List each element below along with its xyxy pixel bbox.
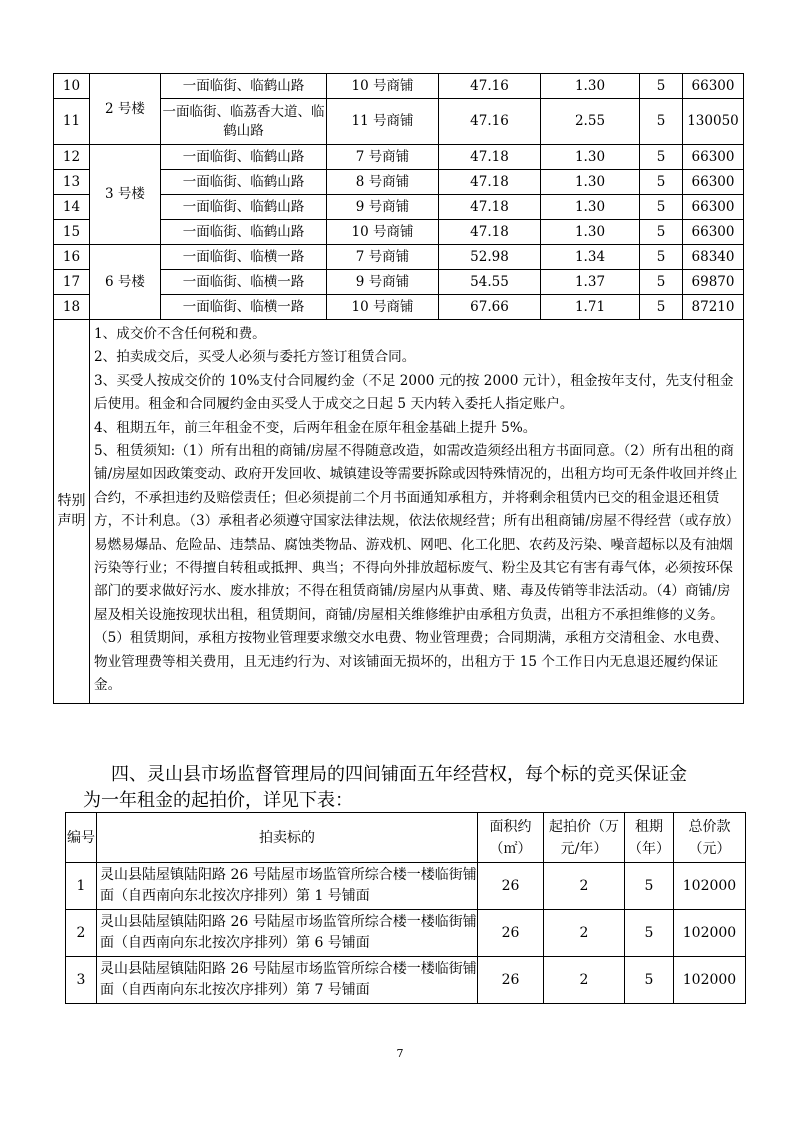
item-number: 1 — [66, 863, 97, 910]
rent: 1.30 — [541, 195, 640, 220]
frontage: 一面临街、临鹤山路 — [161, 220, 327, 245]
area: 47.16 — [439, 99, 541, 145]
notes-label — [54, 320, 90, 704]
frontage: 一面临街、临横一路 — [161, 270, 327, 295]
item-number: 2 — [66, 910, 97, 957]
row-number: 13 — [54, 170, 90, 195]
note-item: 2、拍卖成交后，买受人必须与委托方签订租赁合同。 — [94, 349, 416, 366]
frontage: 一面临街、临横一路 — [161, 245, 327, 270]
section-heading — [83, 762, 763, 814]
lease-term: 5 — [625, 910, 674, 957]
total-price: 66300 — [683, 195, 744, 220]
area: 26 — [478, 957, 544, 1004]
header-no: 编号 — [66, 813, 97, 863]
shop-number: 9 号商铺 — [327, 270, 439, 295]
area: 47.18 — [439, 170, 541, 195]
note-item: 1、成交价不含任何税和费。 — [94, 326, 266, 342]
total-price: 66300 — [683, 220, 744, 245]
frontage: 一面临街、临横一路 — [161, 295, 327, 320]
lease-table — [53, 73, 744, 704]
section-heading-line2: 为一年租金的起拍价，详见下表： — [83, 790, 353, 811]
header-area: 面积约（㎡） — [478, 813, 544, 863]
row-number: 15 — [54, 220, 90, 245]
area: 54.55 — [439, 270, 541, 295]
building-name: 3 号楼 — [90, 145, 161, 245]
lease-years: 5 — [640, 270, 683, 295]
total-price: 68340 — [683, 245, 744, 270]
shop-number: 10 号商铺 — [327, 295, 439, 320]
starting-price: 2 — [544, 910, 625, 957]
row-number: 18 — [54, 295, 90, 320]
area: 52.98 — [439, 245, 541, 270]
starting-price: 2 — [544, 863, 625, 910]
note-item: 4、租期五年，前三年租金不变，后两年租金在原年租金基础上提升 5%。 — [94, 419, 537, 436]
lease-years: 5 — [640, 195, 683, 220]
rent: 1.37 — [541, 270, 640, 295]
frontage: 一面临街、临鹤山路 — [161, 145, 327, 170]
shop-number: 11 号商铺 — [327, 99, 439, 145]
header-term: 租期（年） — [625, 813, 674, 863]
building-name: 2 号楼 — [90, 74, 161, 145]
frontage: 一面临街、临鹤山路 — [161, 74, 327, 99]
shop-number: 7 号商铺 — [327, 145, 439, 170]
lease-years: 5 — [640, 145, 683, 170]
auction-item: 灵山县陆屋镇陆阳路 26 号陆屋市场监管所综合楼一楼临街铺面（自西南向东北按次序排列）第 1 号铺面 — [97, 863, 478, 910]
lease-years: 5 — [640, 74, 683, 99]
shop-number: 9 号商铺 — [327, 195, 439, 220]
total-price: 66300 — [683, 170, 744, 195]
frontage: 一面临街、临鹤山路 — [161, 195, 327, 220]
header-price: 起拍价（万元/年） — [544, 813, 625, 863]
row-number: 10 — [54, 74, 90, 99]
total-price: 102000 — [674, 863, 746, 910]
table-row — [66, 910, 746, 957]
row-number: 17 — [54, 270, 90, 295]
note-item: 5、租赁须知:（1）所有出租的商铺/房屋不得随意改造，如需改造须经出租方书面同意。（2）所有出租的商铺/房屋如因政策变动、政府开发回收、城镇建设等需要拆除或因特殊情况的，出租方均可无条件收回并终止合约，不承担违约及赔偿责任；但必须提前二个月书面通知承租方，并将剩余租赁内已交的租金退还租赁方，不计利息。（3）承租者必须遵守国家法律法规，依法依规经营；所有出租商铺/房屋不得经营（或存放）易燃易爆品、危险品、违禁品、腐蚀类物品、游戏机、网吧、化工化肥、农药及污染、噪音超标以及有油烟污染等行业；不得擅自转租或抵押、典当；不得向外排放超标废气、粉尘及其它有害有毒气体，必须按环保部门的要求做好污水、废水排放；不得在租赁商铺/房屋内从事黄、赌、毒及传销等非法活动。（4）商铺/房屋及相关设施按现状出租，租赁期间，商铺/房屋相关维修维护由承租方负责，出租方不承担维修的义务。（5）租赁期间，承租方按物业管理要求缴交水电费、物业管理费；合同期满，承租方交清租金、水电费、物业管理费等相关费用，且无违约行为、对该铺面无损坏的，出租方于 15 个工作日内无息退还履约保证金。 — [94, 443, 738, 694]
lease-years: 5 — [640, 245, 683, 270]
starting-price: 2 — [544, 957, 625, 1004]
area: 47.18 — [439, 220, 541, 245]
total-price: 69870 — [683, 270, 744, 295]
shop-number: 10 号商铺 — [327, 74, 439, 99]
rent: 1.71 — [541, 295, 640, 320]
page-number: 7 — [396, 1047, 404, 1060]
area: 47.18 — [439, 145, 541, 170]
row-number: 12 — [54, 145, 90, 170]
notes-body — [90, 320, 744, 704]
lease-term: 5 — [625, 957, 674, 1004]
item-number: 3 — [66, 957, 97, 1004]
rent: 1.30 — [541, 145, 640, 170]
header-item: 拍卖标的 — [97, 813, 478, 863]
shop-number: 7 号商铺 — [327, 245, 439, 270]
area: 26 — [478, 863, 544, 910]
total-price: 102000 — [674, 910, 746, 957]
rent: 2.55 — [541, 99, 640, 145]
header-total: 总价款（元） — [674, 813, 746, 863]
auction-table — [65, 812, 746, 1004]
row-number: 14 — [54, 195, 90, 220]
rent: 1.30 — [541, 74, 640, 99]
area: 47.18 — [439, 195, 541, 220]
total-price: 130050 — [683, 99, 744, 145]
lease-years: 5 — [640, 220, 683, 245]
total-price: 102000 — [674, 957, 746, 1004]
table-row — [66, 957, 746, 1004]
total-price: 66300 — [683, 145, 744, 170]
table-row — [54, 145, 744, 170]
row-number: 11 — [54, 99, 90, 145]
shop-number: 10 号商铺 — [327, 220, 439, 245]
table-row — [54, 74, 744, 99]
section-heading-line1: 四、灵山县市场监督管理局的四间铺面五年经营权，每个标的竞买保证金 — [111, 764, 687, 785]
area: 47.16 — [439, 74, 541, 99]
lease-years: 5 — [640, 295, 683, 320]
lease-years: 5 — [640, 99, 683, 145]
shop-number: 8 号商铺 — [327, 170, 439, 195]
frontage: 一面临街、临荔香大道、临鹤山路 — [161, 99, 327, 145]
total-price: 66300 — [683, 74, 744, 99]
notes-label-text: 特别声明 — [57, 493, 86, 530]
building-name: 6 号楼 — [90, 245, 161, 320]
rent: 1.34 — [541, 245, 640, 270]
lease-years: 5 — [640, 170, 683, 195]
table-row — [66, 863, 746, 910]
row-number: 16 — [54, 245, 90, 270]
rent: 1.30 — [541, 220, 640, 245]
total-price: 87210 — [683, 295, 744, 320]
rent: 1.30 — [541, 170, 640, 195]
frontage: 一面临街、临鹤山路 — [161, 170, 327, 195]
note-item: 3、买受人按成交价的 10%支付合同履约金（不足 2000 元的按 2000 元计），租金按年支付，先支付租金后使用。租金和合同履约金由买受人于成交之日起 5 天内转入委托人指定账户。 — [94, 372, 734, 413]
area: 26 — [478, 910, 544, 957]
lease-term: 5 — [625, 863, 674, 910]
auction-item: 灵山县陆屋镇陆阳路 26 号陆屋市场监管所综合楼一楼临街铺面（自西南向东北按次序排列）第 7 号铺面 — [97, 957, 478, 1004]
auction-item: 灵山县陆屋镇陆阳路 26 号陆屋市场监管所综合楼一楼临街铺面（自西南向东北按次序排列）第 6 号铺面 — [97, 910, 478, 957]
area: 67.66 — [439, 295, 541, 320]
table-row — [54, 245, 744, 270]
